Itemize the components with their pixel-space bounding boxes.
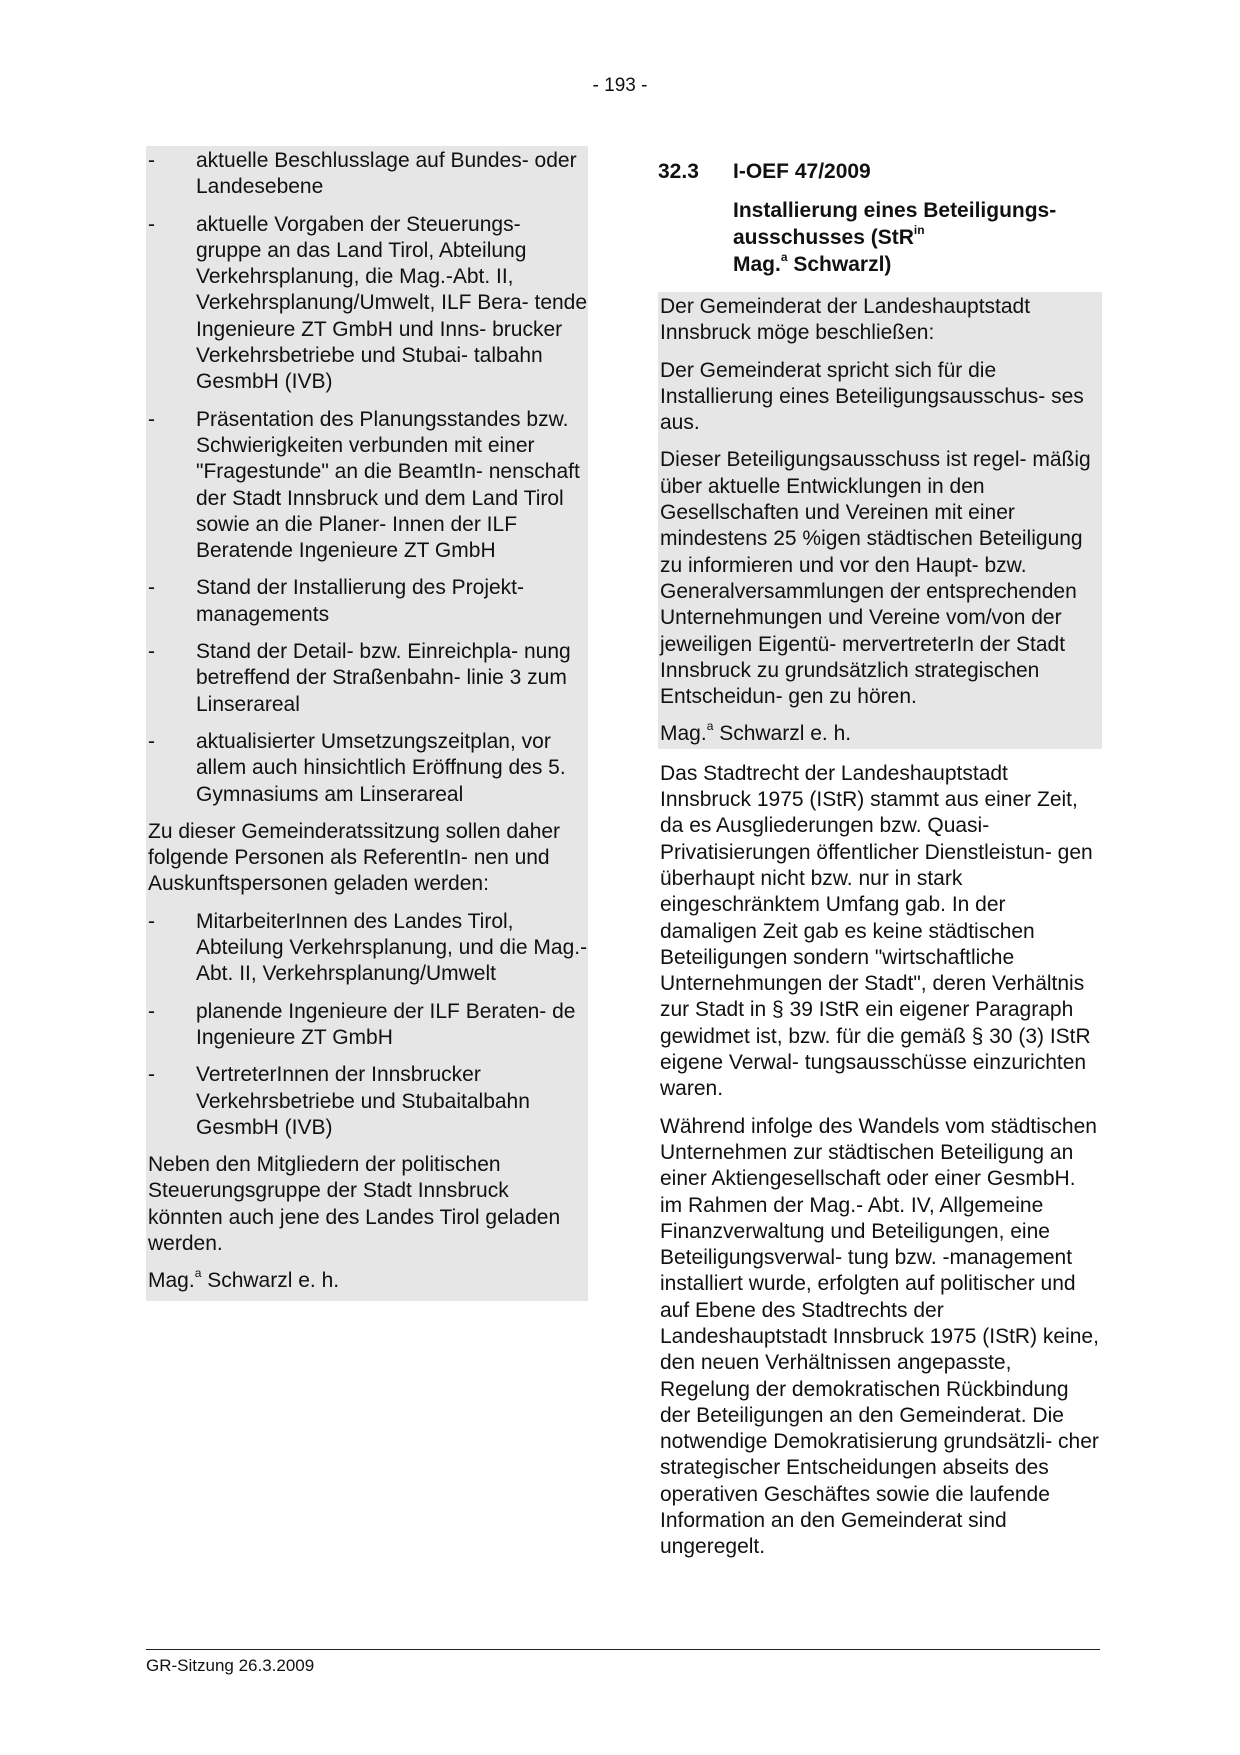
motion-paragraph-2: Dieser Beteiligungsausschuss ist regel- mäßig über aktuelle Entwicklungen in den Gesellschaften und Vereinen mit einer mindestens 25 %igen städtischen Beteiligung zu informieren und vor den Haupt- bzw. Generalversammlungen der entsprechenden Unternehmungen und Vereine vom/von der jeweiligen Eigentü- mervertreterIn der Stadt Innsbruck zu grundsätzlich strategischen Entscheidun- gen zu hören. — [660, 448, 1091, 709]
members-paragraph: Neben den Mitgliedern der politischen Steuerungsgruppe der Stadt Innsbruck könnten auch jene des Landes Tirol geladen werden. — [148, 1153, 561, 1255]
motion-intro: Der Gemeinderat der Landeshauptstadt Innsbruck möge beschließen: — [660, 295, 1031, 345]
page-number: - 193 - — [592, 75, 648, 96]
section-number: 32.3 — [658, 160, 699, 183]
title-line-2 — [733, 224, 1100, 251]
title-line-2-text: ausschusses (StR — [733, 226, 914, 249]
right-column — [658, 159, 1100, 1572]
bullet-dash: - — [148, 729, 155, 753]
list-item — [148, 407, 588, 565]
bullet-dash: - — [148, 212, 155, 236]
footer-text: GR-Sitzung 26.3.2009 — [146, 1656, 315, 1675]
speakers-intro-paragraph: Zu dieser Gemeinderatssitzung sollen daher folgende Personen als ReferentIn- nen und Auskunftspersonen geladen werden: — [148, 819, 561, 896]
title-line-1: Installierung eines Beteiligungs- — [733, 199, 1057, 222]
bullet-dash: - — [148, 1063, 155, 1087]
motion-shaded-block — [658, 292, 1102, 749]
list-item — [148, 575, 588, 628]
signature-suffix: Schwarzl e. h. — [201, 1269, 340, 1293]
list-item-text: Präsentation des Planungsstandes bzw. Schwierigkeiten verbunden mit einer "Fragestunde" an die BeamtIn- nenschaft der Stadt Innsbruck und dem Land Tirol sowie an die Planer- Innen der ILF Beratende Ingenieure ZT GmbH — [196, 407, 580, 563]
bullet-list-topics — [148, 148, 588, 808]
signature-superscript: a — [194, 1266, 202, 1281]
list-item — [148, 639, 588, 718]
title-line-3-superscript: a — [780, 250, 788, 264]
title-line-3-prefix: Mag. — [733, 253, 781, 276]
section-heading — [658, 159, 1100, 185]
list-item — [148, 148, 588, 201]
list-item — [148, 999, 588, 1052]
reasoning-paragraph-2: Während infolge des Wandels vom städtischen Unternehmen zur städtischen Beteiligung an einer Aktiengesellschaft oder einer GesmbH. im Rahmen der Mag.- Abt. IV, Allgemeine Finanzverwaltung und Beteiligungen, eine Beteiligungsverwal- tung bzw. -management installiert wurde, erfolgten auf politischer und auf Ebene des Stadtrechts der Landeshauptstadt Innsbruck 1975 (IStR) keine, den neuen Verhältnissen angepasste, Regelung der demokratischen Rückbindung der Beteiligungen an den Gemeinderat. Die notwendige Demokratisierung grundsätzli- cher strategischer Entscheidungen abseits des operativen Geschäftes sowie die laufende Information an den Gemeinderat sind ungeregelt. — [660, 1114, 1099, 1559]
list-item-text: aktuelle Beschlusslage auf Bundes- oder Landesebene — [196, 149, 577, 199]
list-item — [148, 1062, 588, 1141]
list-item-text: planende Ingenieure der ILF Beraten- de Ingenieure ZT GmbH — [196, 999, 576, 1049]
list-item-text: VertreterInnen der Innsbrucker Verkehrsbetriebe und Stubaitalbahn GesmbH (IVB) — [196, 1063, 530, 1139]
footer-divider — [146, 1649, 1100, 1650]
section-title — [733, 197, 1100, 278]
signature-prefix: Mag. — [660, 722, 707, 746]
title-line-2-superscript: in — [913, 223, 925, 237]
list-item — [148, 212, 588, 396]
list-item — [148, 909, 588, 988]
signature-prefix: Mag. — [148, 1269, 195, 1293]
title-line-3-suffix: Schwarzl) — [787, 253, 892, 276]
signature-suffix: Schwarzl e. h. — [713, 722, 852, 746]
list-item-text: MitarbeiterInnen des Landes Tirol, Abteilung Verkehrsplanung, und die Mag.-Abt. II, Verkehrsplanung/Umwelt — [196, 909, 588, 986]
list-item-text: Stand der Installierung des Projekt- managements — [196, 576, 525, 626]
section-code: I-OEF 47/2009 — [733, 160, 871, 183]
bullet-list-speakers — [148, 909, 588, 1141]
motion-signature — [660, 721, 1102, 747]
list-item-text: aktuelle Vorgaben der Steuerungs- gruppe an das Land Tirol, Abteilung Verkehrsplanung, die Mag.-Abt. II, Verkehrsplanung/Umwelt, ILF Bera- tende Ingenieure ZT GmbH und Inns- brucker Verkehrsbetriebe und Stubai- talbahn GesmbH (IVB) — [196, 212, 588, 394]
title-line-3 — [733, 251, 1100, 278]
bullet-dash: - — [148, 576, 155, 600]
reasoning-block — [658, 761, 1100, 1561]
list-item-text: aktualisierter Umsetzungszeitplan, vor allem auch hinsichtlich Eröffnung des 5. Gymnasiums am Linserareal — [196, 729, 566, 806]
left-signature — [148, 1268, 588, 1294]
reasoning-paragraph-1: Das Stadtrecht der Landeshauptstadt Innsbruck 1975 (IStR) stammt aus einer Zeit, da es Ausgliederungen bzw. Quasi- Privatisierungen öffentlicher Dienstleistun- gen überhaupt nicht bzw. nur in stark eingeschränktem Umfang gab. In der damaligen Zeit gab es keine städtischen Beteiligungen sondern "wirtschaftliche Unternehmungen der Stadt", deren Verhältnis zur Stadt in § 39 IStR ein eigener Paragraph gewidmet ist, bzw. für die gemäß § 30 (3) IStR eigene Verwal- tungsausschüsse einzurichten waren. — [660, 761, 1093, 1101]
left-shaded-block — [146, 146, 588, 1301]
bullet-dash: - — [148, 407, 155, 431]
list-item — [148, 729, 588, 808]
motion-paragraph-1: Der Gemeinderat spricht sich für die Installierung eines Beteiligungsausschus- ses aus. — [660, 358, 1084, 435]
list-item-text: Stand der Detail- bzw. Einreichpla- nung betreffend der Straßenbahn- linie 3 zum Linserareal — [196, 640, 571, 716]
bullet-dash: - — [148, 149, 155, 172]
bullet-dash: - — [148, 909, 155, 933]
signature-superscript: a — [706, 719, 714, 734]
bullet-dash: - — [148, 999, 155, 1023]
left-column — [146, 146, 588, 1301]
bullet-dash: - — [148, 640, 155, 664]
